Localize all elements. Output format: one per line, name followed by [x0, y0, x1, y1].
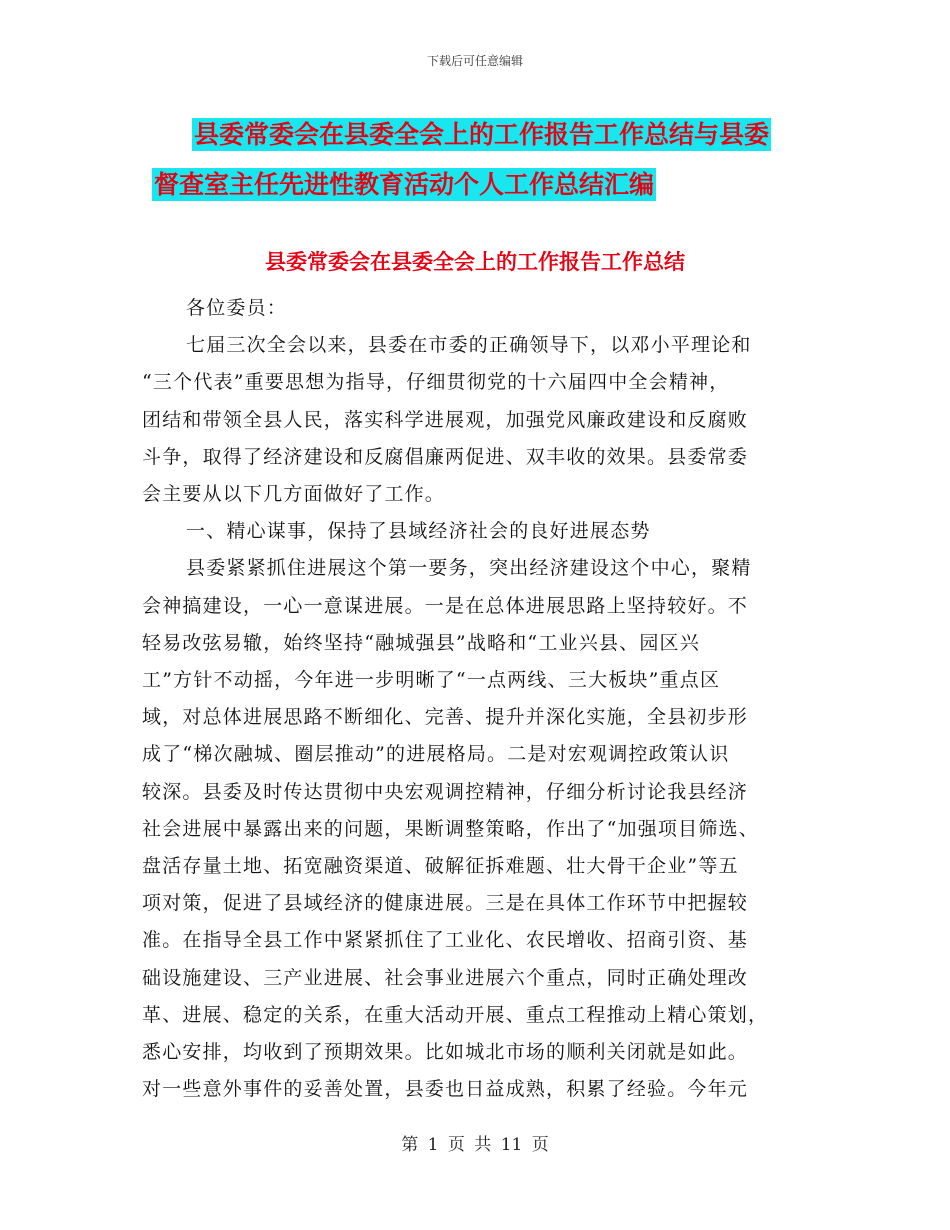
body-line: 工”方针不动摇，今年进一步明晰了“一点两线、三大板块”重点区 [142, 669, 721, 692]
body-line: 成了“梯次融城、圈层推动”的进展格局。二是对宏观调控政策认识 [142, 743, 730, 766]
main-title-line-1: 县委常委会在县委全会上的工作报告工作总结与县委 [194, 120, 770, 149]
body-line: 盘活存量土地、拓宽融资渠道、破解征拆难题、壮大骨干企业”等五 [142, 855, 739, 878]
body-line: 县委紧紧抓住进展这个第一要务，突出经济建设这个中心，聚精 [186, 557, 752, 580]
document-body [142, 290, 812, 1108]
body-line: 革、进展、稳定的关系，在重大活动开展、重点工程推动上精心策划， [142, 1003, 769, 1026]
body-line: 础设施建设、三产业进展、社会事业进展六个重点，同时正确处理改 [142, 966, 749, 989]
body-line: 七届三次全会以来，县委在市委的正确领导下，以邓小平理论和 [186, 334, 752, 357]
body-line: 斗争，取得了经济建设和反腐倡廉两促进、双丰收的效果。县委常委 [142, 445, 749, 468]
salutation: 各位委员： [186, 297, 288, 319]
body-line: “三个代表”重要思想为指导，仔细贯彻党的十六届四中全会精神， [142, 371, 730, 394]
page-number-footer: 第 1 页 共 11 页 [401, 1135, 549, 1155]
main-title-line-2: 督查室主任先进性教育活动个人工作总结汇编 [154, 170, 655, 199]
section-heading-1: 一、精心谋事，保持了县域经济社会的良好进展态势 [186, 520, 651, 543]
body-line: 会神搞建设，一心一意谋进展。一是在总体进展思路上坚持较好。不 [142, 594, 749, 617]
body-line: 对一些意外事件的妥善处置，县委也日益成熟，积累了经验。今年元 [142, 1078, 749, 1101]
page-header-note: 下载后可任意编辑 [426, 54, 523, 68]
body-line: 悉心安排，均收到了预期效果。比如城北市场的顺利关闭就是如此。 [142, 1041, 749, 1064]
section-title: 县委常委会在县委全会上的工作报告工作总结 [265, 250, 685, 274]
body-line: 准。在指导全县工作中紧紧抓住了工业化、农民增收、招商引资、基 [142, 929, 749, 952]
body-line: 域，对总体进展思路不断细化、完善、提升并深化实施，全县初步形 [142, 706, 749, 729]
body-line: 会主要从以下几方面做好了工作。 [142, 483, 446, 506]
body-line: 团结和带领全县人民，落实科学进展观，加强党风廉政建设和反腐败 [142, 408, 749, 431]
body-line: 项对策，促进了县域经济的健康进展。三是在具体工作环节中把握较 [142, 892, 749, 915]
document-main-title [140, 110, 840, 210]
body-line: 社会进展中暴露出来的问题，果断调整策略，作出了“加强项目筛选、 [142, 817, 759, 840]
body-line: 轻易改弦易辙，始终坚持“融城强县”战略和“工业兴县、园区兴 [142, 631, 700, 654]
body-line: 较深。县委及时传达贯彻中央宏观调控精神，仔细分析讨论我县经济 [142, 780, 749, 803]
